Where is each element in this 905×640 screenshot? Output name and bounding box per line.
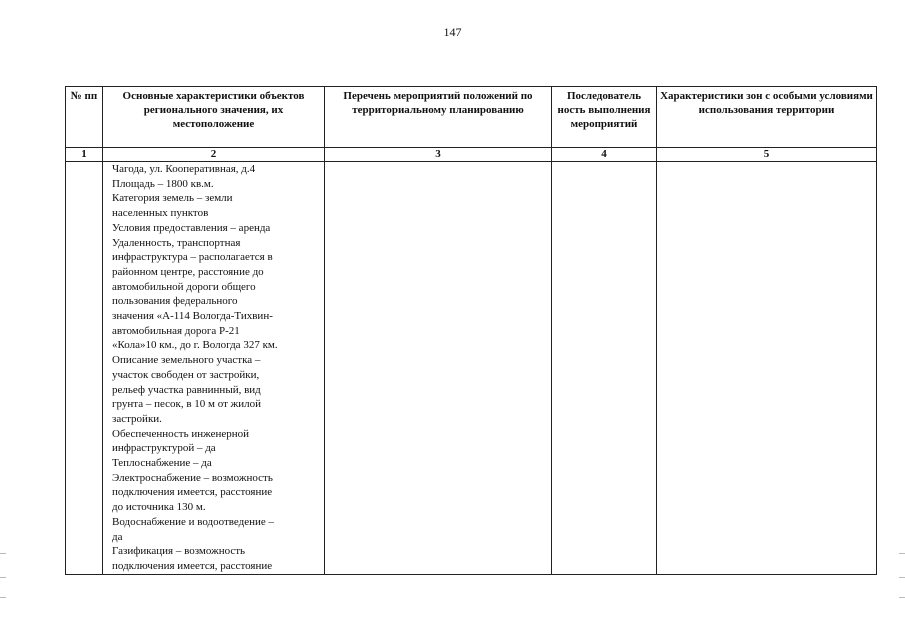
description-line: подключения имеется, расстояние — [112, 559, 273, 572]
column-number: 1 — [66, 148, 103, 162]
column-number: 5 — [657, 148, 877, 162]
header-characteristics: Основные характеристики объектов регионального значения, их местоположение — [103, 87, 325, 148]
row-number-cell — [66, 162, 103, 575]
description-line: инфраструктурой – да — [112, 442, 216, 455]
description-line: автомобильной дороги общего — [112, 280, 256, 293]
description-line: застройки. — [112, 412, 162, 425]
table-header-row — [66, 87, 877, 148]
description-line: районном центре, расстояние до — [112, 265, 264, 278]
zones-cell — [657, 162, 877, 575]
description-line: Условия предоставления – аренда — [112, 221, 271, 234]
description-line: инфраструктура – располагается в — [112, 251, 273, 264]
scan-edge-mark — [0, 597, 6, 598]
description-line: подключения имеется, расстояние — [112, 486, 273, 499]
description-line: Чагода, ул. Кооперативная, д.4 — [112, 163, 256, 175]
scan-edge-mark — [899, 597, 905, 598]
page-number: 147 — [443, 25, 462, 39]
scan-edge-mark — [899, 553, 905, 554]
description-line: населенных пунктов — [112, 207, 209, 220]
description-line: Удаленность, транспортная — [112, 236, 241, 249]
description-line: рельеф участка равнинный, вид — [112, 383, 261, 396]
description-line: пользования федерального — [112, 295, 238, 308]
description-line: участок свободен от застройки, — [112, 368, 260, 381]
sequence-cell — [552, 162, 657, 575]
description-line: Обеспеченность инженерной — [112, 427, 250, 440]
description-line: до источника 130 м. — [112, 501, 206, 514]
column-number-row — [66, 148, 877, 162]
table-row — [66, 162, 877, 575]
description-line: Электроснабжение – возможность — [112, 471, 273, 484]
scan-edge-mark — [0, 553, 6, 554]
object-description-cell — [103, 162, 325, 575]
description-line: да — [112, 530, 123, 543]
header-number: № пп — [66, 87, 103, 148]
header-zones: Характеристики зон с особыми условиями использования территории — [657, 87, 877, 148]
header-sequence: Последователь ность выполнения мероприятий — [552, 87, 657, 148]
description-line: автомобильная дорога Р-21 — [112, 324, 240, 337]
description-line: грунта – песок, в 10 м от жилой — [112, 398, 262, 411]
header-measures: Перечень мероприятий положений по территориальному планированию — [325, 87, 552, 148]
scan-edge-mark — [0, 577, 6, 578]
territorial-planning-table — [65, 86, 877, 575]
description-line: Категория земель – земли — [112, 192, 233, 205]
scan-edge-mark — [899, 577, 905, 578]
description-line: Описание земельного участка – — [112, 354, 261, 367]
description-line: Водоснабжение и водоотведение – — [112, 515, 275, 528]
description-line: «Кола»10 км., до г. Вологда 327 км. — [112, 339, 278, 352]
description-line: Теплоснабжение – да — [112, 457, 212, 470]
description-line: Площадь – 1800 кв.м. — [112, 177, 214, 190]
measures-cell — [325, 162, 552, 575]
description-line: значения «А-114 Вологда-Тихвин- — [112, 310, 273, 323]
column-number: 3 — [325, 148, 552, 162]
description-line: Газификация – возможность — [112, 545, 246, 558]
column-number: 2 — [103, 148, 325, 162]
column-number: 4 — [552, 148, 657, 162]
